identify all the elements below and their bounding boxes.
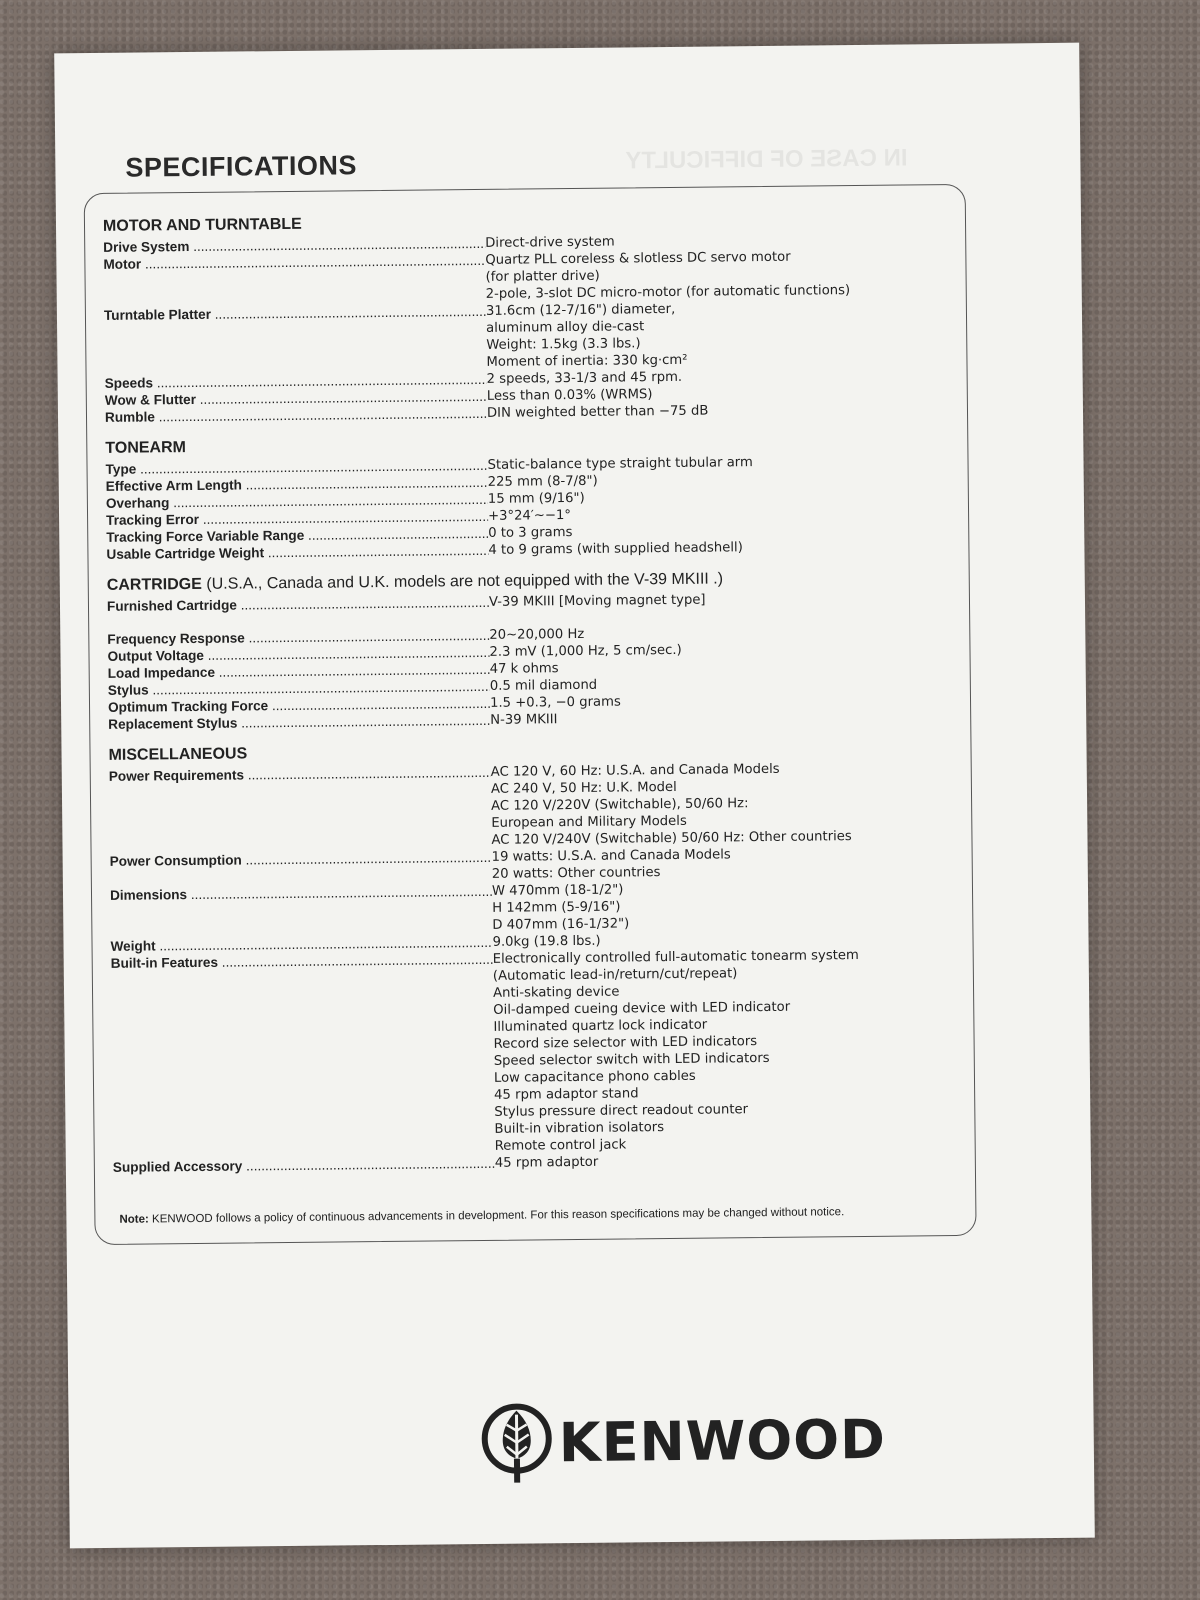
page-title: SPECIFICATIONS [125, 150, 358, 183]
spec-label: Usable Cartridge Weight ..... [106, 542, 488, 563]
spec-label: Output Voltage ..... [107, 644, 489, 665]
section-title: TONEARM [105, 439, 187, 457]
spec-value: Moment of inertia: 330 kg·cm² [486, 352, 688, 370]
spec-values [495, 1150, 963, 1172]
spec-value: H 142mm (5-9/16") [492, 899, 621, 916]
spec-value: 4 to 9 grams (with supplied headshell) [488, 540, 743, 558]
spec-box [84, 184, 977, 1245]
spec-sheet [54, 43, 1095, 1549]
section-heading-note: (U.S.A., Canada and U.K. models are not equipped with the V-39 MKIII .) [201, 570, 724, 593]
spec-label: Weight ..... [110, 934, 492, 955]
spec-value: 47 k ohms [489, 661, 559, 677]
spec-value: D 407mm (16-1/32") [492, 916, 630, 933]
spec-label: Turntable Platter ..... [104, 303, 487, 375]
spec-values [486, 298, 955, 371]
spec-value: V-39 MKIII [Moving magnet type] [488, 592, 706, 610]
footnote-text: KENWOOD follows a policy of continuous advancements in development. For this reason specifications may be changed without notice. [151, 1206, 845, 1226]
spec-value: AC 120 V/220V (Switchable), 50/60 Hz: [491, 796, 749, 814]
spec-value: 2 speeds, 33-1/3 and 45 rpm. [486, 369, 683, 387]
spec-values [487, 400, 955, 422]
spec-value: AC 120 V/240V (Switchable) 50/60 Hz: Other countries [491, 829, 852, 848]
spec-label: Supplied Accessory ..... [113, 1155, 495, 1176]
spec-label: Type ..... [105, 457, 487, 478]
spec-value: DIN weighted better than −75 dB [486, 403, 709, 421]
spec-value: Quartz PLL coreless & slotless DC servo motor [485, 249, 791, 268]
brand-wordmark: KENWOOD [558, 1407, 887, 1474]
spec-value: 45 rpm adaptor [494, 1154, 599, 1171]
spec-value: Record size selector with LED indicators [493, 1034, 758, 1052]
spec-value: N-39 MKIII [490, 712, 558, 728]
spec-label: Motor ..... [103, 252, 486, 307]
spec-label: Wow & Flutter ..... [105, 388, 487, 409]
spec-value: AC 120 V, 60 Hz: U.S.A. and Canada Models [490, 761, 780, 780]
spec-value: 19 watts: U.S.A. and Canada Models [491, 847, 731, 865]
section-title: MOTOR AND TURNTABLE [102, 215, 302, 235]
spec-value: Oil-damped cueing device with LED indicator [493, 999, 791, 1018]
spec-value: 2.3 mV (1,000 Hz, 5 cm/sec.) [489, 642, 682, 660]
spec-value: 2-pole, 3-slot DC micro-motor (for automatic functions) [485, 283, 851, 302]
spec-value: 31.6cm (12-7/16") diameter, [485, 301, 676, 319]
spec-value: Static-balance type straight tubular arm [487, 455, 753, 473]
footnote-label: Note: [119, 1213, 149, 1226]
spec-value: 9.0kg (19.8 lbs.) [492, 933, 601, 950]
spec-value: (Automatic lead-in/return/cut/repeat) [492, 966, 738, 984]
spec-list [103, 209, 963, 1176]
spec-value: +3°24′∼−1° [487, 508, 572, 524]
spec-value: 0 to 3 grams [488, 525, 573, 541]
spec-value: W 470mm (18-1/2") [491, 882, 624, 899]
spec-label: Frequency Response ..... [107, 627, 489, 648]
spec-value: aluminum alloy die-cast [486, 319, 645, 336]
spec-label: Tracking Error ..... [106, 508, 488, 529]
spec-row [104, 298, 955, 375]
spec-row [103, 247, 953, 307]
spec-value: Illuminated quartz lock indicator [493, 1017, 708, 1035]
spec-values [493, 946, 963, 1155]
section-title: CARTRIDGE [106, 575, 202, 594]
spec-value: 20∼20,000 Hz [489, 626, 585, 643]
spec-label: Effective Arm Length ..... [106, 474, 488, 495]
spec-value: 225 mm (8-7/8") [487, 473, 598, 490]
spec-value: Direct-drive system [485, 234, 615, 251]
spec-value: Less than 0.03% (WRMS) [486, 387, 653, 404]
spec-label: Stylus ..... [108, 678, 490, 699]
spec-value: Stylus pressure direct readout counter [494, 1102, 749, 1120]
spec-value: Speed selector switch with LED indicators [493, 1050, 770, 1069]
spec-values [490, 707, 958, 729]
spec-value: European and Military Models [491, 813, 687, 831]
spec-value: 45 rpm adaptor stand [494, 1086, 639, 1103]
kenwood-logo [480, 1397, 886, 1485]
spec-value: Electronically controlled full-automatic tonearm system [492, 948, 859, 967]
spec-values [491, 759, 960, 849]
spec-label: Built-in Features ..... [111, 951, 495, 1159]
spec-label: Dimensions ..... [110, 883, 493, 938]
show-through-text: IN CASE OF DIFFICULTY [625, 144, 908, 175]
kenwood-leaf-icon [480, 1400, 553, 1485]
spec-row [111, 946, 963, 1159]
spec-label: Rumble ..... [105, 405, 487, 426]
spec-value: Remote control jack [494, 1137, 627, 1154]
spec-value: 20 watts: Other countries [491, 865, 661, 882]
footnote [119, 1206, 844, 1226]
spec-label: Power Consumption ..... [110, 849, 492, 887]
spec-value: Low capacitance phono cables [493, 1068, 696, 1086]
spec-values [488, 537, 956, 559]
spec-label: Speeds ..... [105, 371, 487, 392]
spec-value: Anti-skating device [492, 984, 620, 1001]
spec-value: (for platter drive) [485, 268, 600, 285]
spec-label: Drive System ..... [103, 235, 485, 256]
spec-row [109, 759, 960, 853]
spec-label: Overhang ..... [106, 491, 488, 512]
spec-label: Load Impedance ..... [108, 661, 490, 682]
spec-values [492, 844, 960, 883]
spec-row [110, 878, 960, 938]
spec-values [485, 247, 954, 303]
spec-label: Furnished Cartridge ..... [107, 594, 489, 615]
spec-value: 1.5 +0.3, −0 grams [489, 694, 621, 711]
spec-value: 15 mm (9/16") [487, 490, 585, 507]
section-title: MISCELLANEOUS [108, 745, 248, 764]
spec-value: Weight: 1.5kg (3.3 lbs.) [486, 336, 641, 353]
spec-value: Built-in vibration isolators [494, 1120, 665, 1137]
spec-label: Replacement Stylus ..... [108, 712, 490, 733]
spec-label: Optimum Tracking Force ..... [108, 695, 490, 716]
spec-values [492, 878, 961, 934]
spec-value: 0.5 mil diamond [489, 677, 598, 694]
spec-value: AC 240 V, 50 Hz: U.K. Model [490, 779, 677, 797]
spec-label: Power Requirements ..... [109, 764, 492, 853]
spec-label: Tracking Force Variable Range ..... [106, 525, 488, 546]
